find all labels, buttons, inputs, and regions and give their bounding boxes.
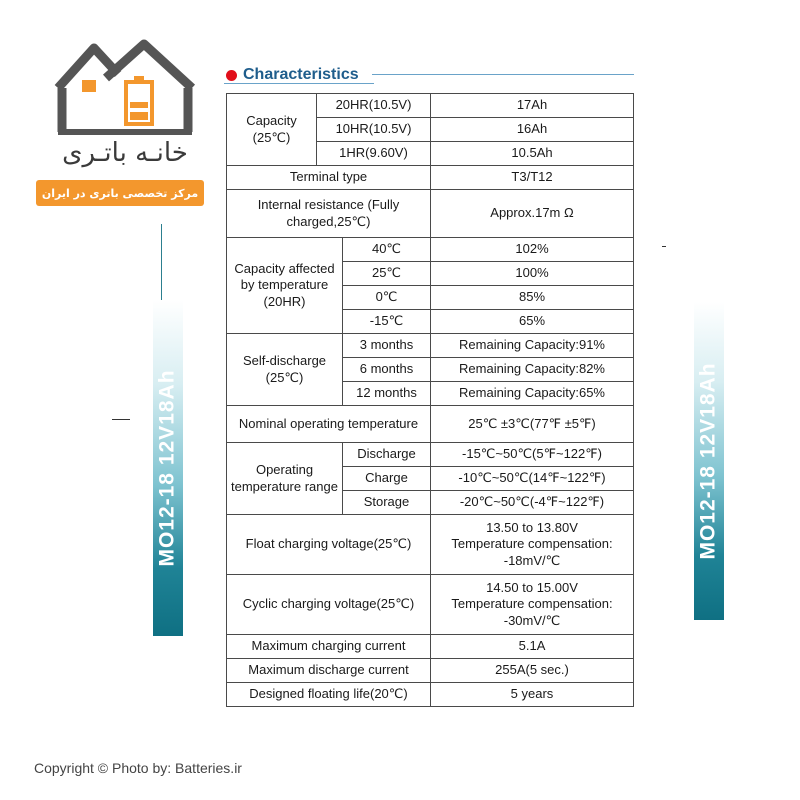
model-label: MO12-18 12V18Ah — [156, 369, 179, 567]
bullet-icon — [226, 70, 237, 81]
table-row — [227, 166, 634, 190]
table-row — [227, 406, 634, 443]
model-label: MO12-18 12V18Ah — [697, 362, 720, 560]
temp-value-label: 40℃ — [343, 238, 431, 262]
self-discharge-period: 6 months — [343, 358, 431, 382]
operating-mode: Charge — [343, 467, 431, 491]
table-row — [227, 575, 634, 635]
temp-capacity-value: 85% — [431, 286, 634, 310]
capacity-label: Capacity (25℃) — [227, 94, 317, 166]
table-row — [227, 515, 634, 575]
float-voltage-range: 13.50 to 13.80V — [486, 520, 578, 536]
self-discharge-period: 12 months — [343, 382, 431, 406]
cyclic-voltage-range: 14.50 to 15.00V — [486, 580, 578, 596]
temp-capacity-value: 100% — [431, 262, 634, 286]
cyclic-voltage-value — [431, 575, 634, 635]
temp-value-label: -15℃ — [343, 310, 431, 334]
terminal-value: T3/T12 — [431, 166, 634, 190]
capacity-value: 10.5Ah — [431, 142, 634, 166]
float-life-value: 5 years — [431, 683, 634, 707]
table-row — [227, 334, 634, 358]
brand-logo — [30, 30, 220, 200]
max-discharge-label: Maximum discharge current — [227, 659, 431, 683]
self-discharge-label: Self-discharge (25℃) — [227, 334, 343, 406]
header-underline — [224, 83, 374, 84]
brand-name: خانـه باتـری — [62, 138, 188, 168]
table-row — [227, 683, 634, 707]
temp-capacity-value: 65% — [431, 310, 634, 334]
operating-mode: Storage — [343, 491, 431, 515]
cyclic-voltage-compensation-label: Temperature compensation: — [451, 596, 613, 612]
model-side-label-right — [694, 302, 724, 620]
header-rule — [372, 74, 634, 75]
vertical-divider — [161, 224, 162, 304]
table-row — [227, 190, 634, 238]
self-discharge-value: Remaining Capacity:65% — [431, 382, 634, 406]
operating-temp-value: -10℃~50℃(14℉~122℉) — [431, 467, 634, 491]
model-side-label-left — [153, 300, 183, 636]
float-voltage-value — [431, 515, 634, 575]
nominal-temp-label: Nominal operating temperature — [227, 406, 431, 443]
temp-value-label: 25℃ — [343, 262, 431, 286]
operating-mode: Discharge — [343, 443, 431, 467]
self-discharge-value: Remaining Capacity:82% — [431, 358, 634, 382]
capacity-rate: 20HR(10.5V) — [317, 94, 431, 118]
characteristics-table — [226, 93, 634, 707]
float-voltage-label: Float charging voltage(25℃) — [227, 515, 431, 575]
temp-capacity-label: Capacity affected by temperature (20HR) — [227, 238, 343, 334]
house-battery-icon — [54, 38, 196, 138]
float-life-label: Designed floating life(20℃) — [227, 683, 431, 707]
max-charge-label: Maximum charging current — [227, 635, 431, 659]
operating-temp-value: -20℃~50℃(-4℉~122℉) — [431, 491, 634, 515]
operating-temp-label: Operating temperature range — [227, 443, 343, 515]
copyright-text: Copyright © Photo by: Batteries.ir — [34, 760, 242, 776]
operating-temp-value: -15℃~50℃(5℉~122℉) — [431, 443, 634, 467]
temp-value-label: 0℃ — [343, 286, 431, 310]
brand-tagline: مرکز تخصصی باتری در ایران — [36, 180, 204, 206]
capacity-value: 16Ah — [431, 118, 634, 142]
capacity-rate: 10HR(10.5V) — [317, 118, 431, 142]
self-discharge-period: 3 months — [343, 334, 431, 358]
capacity-value: 17Ah — [431, 94, 634, 118]
section-title: Characteristics — [243, 66, 359, 83]
cyclic-voltage-label: Cyclic charging voltage(25℃) — [227, 575, 431, 635]
terminal-label: Terminal type — [227, 166, 431, 190]
max-discharge-value: 255A(5 sec.) — [431, 659, 634, 683]
temp-capacity-value: 102% — [431, 238, 634, 262]
max-charge-value: 5.1A — [431, 635, 634, 659]
table-row — [227, 443, 634, 467]
table-row — [227, 94, 634, 118]
section-header — [224, 66, 634, 88]
table-row — [227, 238, 634, 262]
float-voltage-compensation-label: Temperature compensation: — [451, 536, 613, 552]
resistance-value: Approx.17m Ω — [431, 190, 634, 238]
table-row — [227, 635, 634, 659]
resistance-label: Internal resistance (Fully charged,25℃) — [227, 190, 431, 238]
capacity-rate: 1HR(9.60V) — [317, 142, 431, 166]
table-row — [227, 659, 634, 683]
cyclic-voltage-compensation-value: -30mV/℃ — [503, 612, 561, 628]
tick-mark — [662, 246, 666, 247]
self-discharge-value: Remaining Capacity:91% — [431, 334, 634, 358]
tick-mark — [112, 419, 130, 420]
nominal-temp-value: 25℃ ±3℃(77℉ ±5℉) — [431, 406, 634, 443]
float-voltage-compensation-value: -18mV/℃ — [503, 552, 561, 568]
